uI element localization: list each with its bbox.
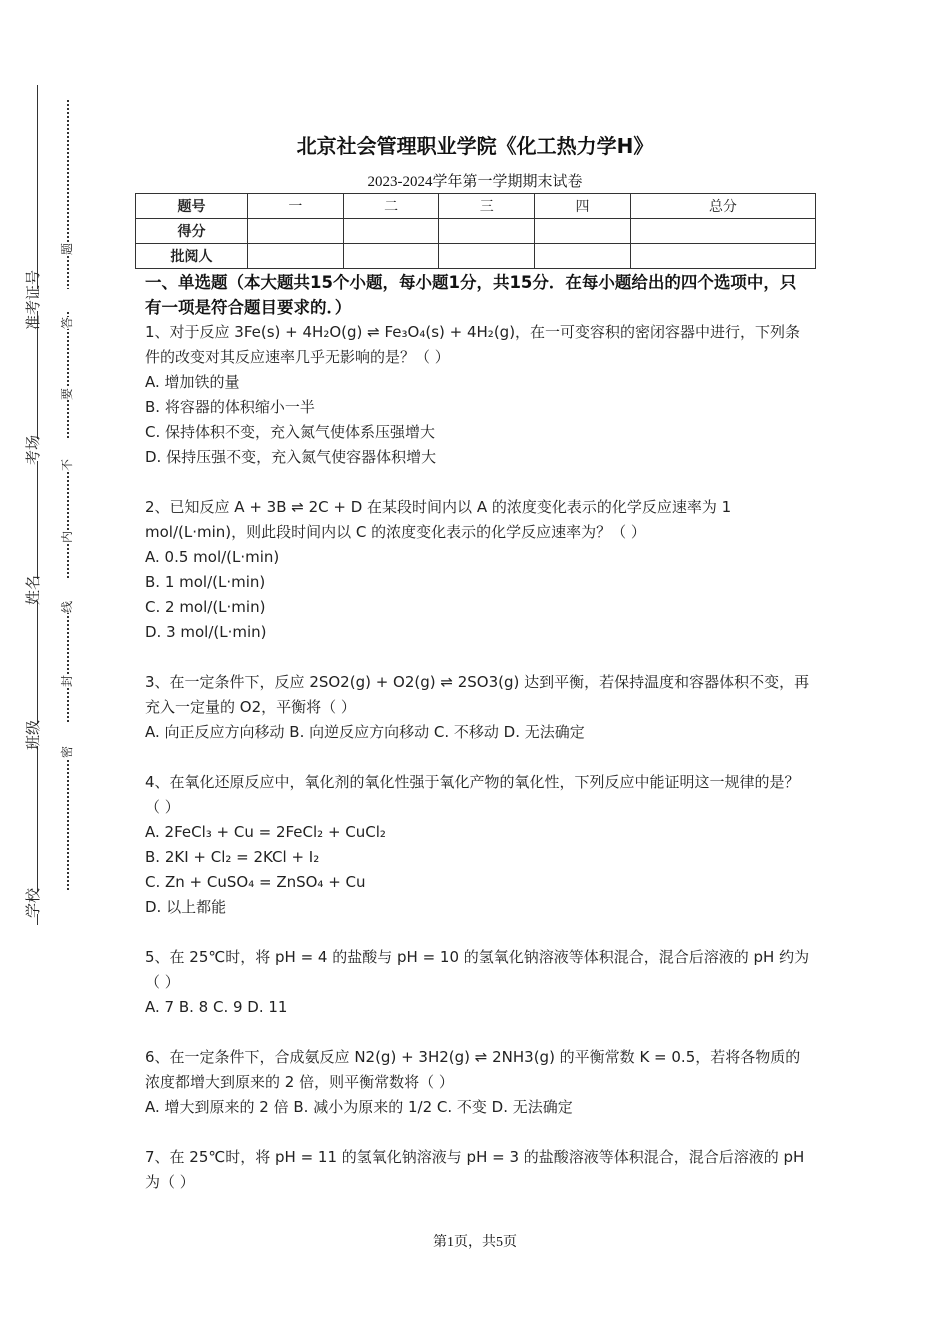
score-cell (343, 219, 439, 244)
option: B. 2KI + Cl₂ = 2KCl + I₂ (145, 848, 320, 866)
reviewer-cell (439, 244, 535, 269)
option: A. 0.5 mol/(L·min) (145, 548, 280, 566)
question-3 (145, 670, 810, 745)
reviewer-cell (630, 244, 815, 269)
option: C. 2 mol/(L·min) (145, 598, 266, 616)
score-header-cell: 四 (535, 194, 631, 219)
option: A. 增大到原来的 2 倍 B. 减小为原来的 1/2 C. 不变 D. 无法确定 (145, 1098, 573, 1116)
binding-solid-line (37, 85, 38, 925)
option: D. 以上都能 (145, 898, 227, 916)
question-stem: 6、在一定条件下，合成氨反应 N2(g) + 3H2(g) ⇌ 2NH3(g) 的平衡常数 K = 0.5，若将各物质的浓度都增大到原来的 2 倍，则平衡常数将（ ） (145, 1048, 801, 1091)
score-table-header-row (136, 194, 816, 219)
exam-subtitle: 2023-2024学年第一学期期末试卷 (367, 174, 583, 190)
score-header-cell: 三 (439, 194, 535, 219)
label-exam-number: 准考证号 (0, 289, 78, 311)
option: B. 1 mol/(L·min) (145, 573, 266, 591)
label-exam-room: 考场 (0, 439, 78, 461)
score-table (135, 193, 816, 269)
reviewer-row (136, 244, 816, 269)
score-header-cell: 二 (343, 194, 439, 219)
option: D. 保持压强不变，充入氮气使容器体积增大 (145, 448, 437, 466)
option: A. 向正反应方向移动 B. 向逆反应方向移动 C. 不移动 D. 无法确定 (145, 723, 585, 741)
page-number: 第1页，共5页 (433, 1235, 517, 1250)
exam-content (145, 270, 810, 1195)
exam-title: 北京社会管理职业学院《化工热力学H》 (296, 134, 654, 158)
question-5 (145, 945, 810, 1020)
question-stem: 3、在一定条件下，反应 2SO2(g) + O2(g) ⇌ 2SO3(g) 达到平衡，若保持温度和容器体积不变，再充入一定量的 O2，平衡将（ ） (145, 673, 810, 716)
question-2 (145, 495, 810, 645)
label-name: 姓名 (0, 579, 78, 601)
option: A. 增加铁的量 (145, 373, 240, 391)
reviewer-cell (248, 244, 344, 269)
question-6 (145, 1045, 810, 1120)
dotted-char: 封 (60, 674, 74, 688)
score-cell (439, 219, 535, 244)
option: A. 7 B. 8 C. 9 D. 11 (145, 998, 288, 1016)
dotted-char: 线 (60, 600, 74, 614)
question-4 (145, 770, 810, 920)
label-class: 班级 (0, 724, 78, 746)
label-school: 学校 (0, 892, 78, 914)
option: B. 将容器的体积缩小一半 (145, 398, 315, 416)
score-header-cell: 总分 (630, 194, 815, 219)
reviewer-cell (343, 244, 439, 269)
score-header-cell: 题号 (136, 194, 248, 219)
dotted-char: 要 (60, 387, 74, 401)
binding-dotted-line (67, 100, 69, 910)
score-row-label: 得分 (136, 219, 248, 244)
reviewer-cell (535, 244, 631, 269)
dotted-char: 内 (60, 530, 74, 544)
score-row-label: 批阅人 (136, 244, 248, 269)
question-stem: 5、在 25℃时，将 pH = 4 的盐酸与 pH = 10 的氢氧化钠溶液等体积混合，混合后溶液的 pH 约为（ ） (145, 948, 810, 991)
score-cell (630, 219, 815, 244)
question-stem: 1、对于反应 3Fe(s) + 4H₂O(g) ⇌ Fe₃O₄(s) + 4H₂(g)，在一可变容积的密闭容器中进行，下列条件的改变对其反应速率几乎无影响的是？（ ） (145, 323, 801, 366)
question-stem: 7、在 25℃时，将 pH = 11 的氢氧化钠溶液与 pH = 3 的盐酸溶液等体积混合，混合后溶液的 pH 为（ ） (145, 1148, 805, 1191)
dotted-char: 答 (60, 316, 74, 330)
question-1 (145, 320, 810, 470)
option: C. Zn + CuSO₄ = ZnSO₄ + Cu (145, 873, 366, 891)
score-cell (535, 219, 631, 244)
question-7 (145, 1145, 810, 1195)
question-stem: 4、在氧化还原反应中，氧化剂的氧化性强于氧化产物的氧化性，下列反应中能证明这一规律的是？（ ） (145, 773, 800, 816)
dotted-char: 题 (60, 242, 74, 256)
score-cell (248, 219, 344, 244)
dotted-char: 不 (60, 458, 74, 472)
option: D. 3 mol/(L·min) (145, 623, 267, 641)
binding-margin (0, 0, 100, 1344)
question-stem: 2、已知反应 A + 3B ⇌ 2C + D 在某段时间内以 A 的浓度变化表示的化学反应速率为 1 mol/(L·min)，则此段时间内以 C 的浓度变化表示的化学反应速率为？（ ） (145, 498, 732, 541)
dotted-char: 密 (60, 745, 74, 759)
score-header-cell: 一 (248, 194, 344, 219)
option: C. 保持体积不变，充入氮气使体系压强增大 (145, 423, 436, 441)
score-row (136, 219, 816, 244)
section-heading: 一、单选题（本大题共15个小题，每小题1分，共15分．在每小题给出的四个选项中，只有一项是符合题目要求的．） (145, 273, 797, 317)
option: A. 2FeCl₃ + Cu = 2FeCl₂ + CuCl₂ (145, 823, 386, 841)
